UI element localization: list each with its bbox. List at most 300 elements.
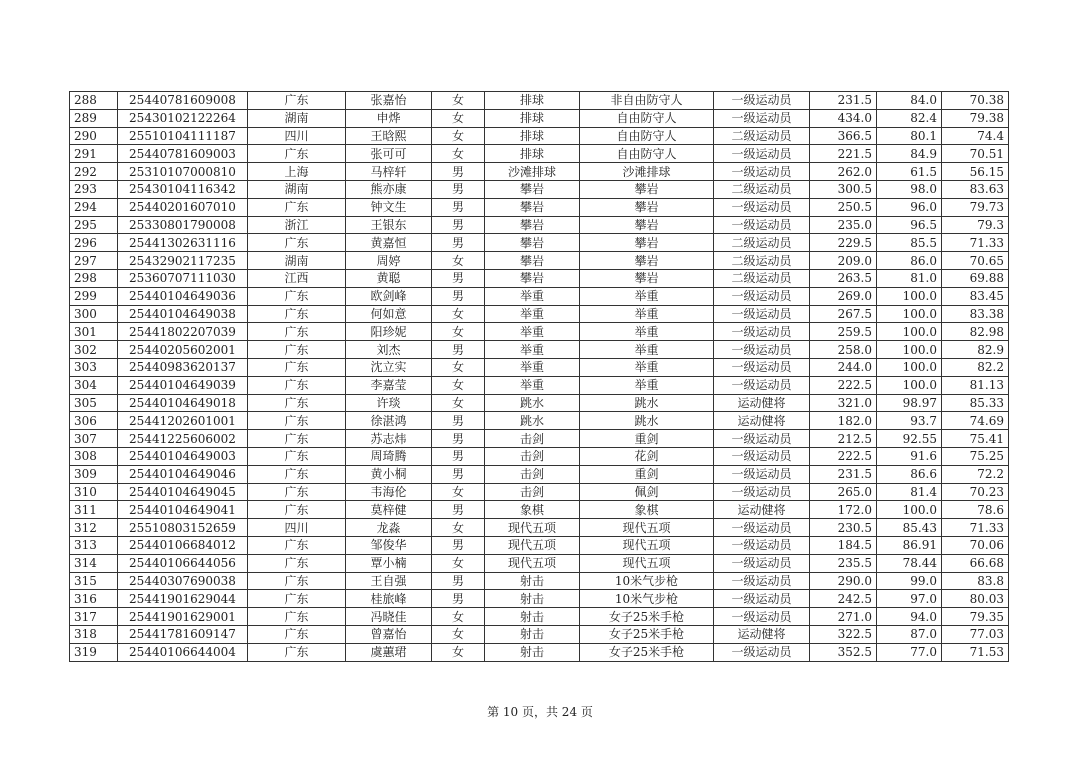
event-cell: 举重 — [580, 358, 714, 376]
table-row — [70, 287, 1009, 305]
sport-score-cell: 82.4 — [877, 109, 942, 127]
event-cell: 重剑 — [580, 465, 714, 483]
seq-cell: 312 — [70, 519, 118, 537]
score-cell: 244.0 — [810, 358, 877, 376]
sport-cell: 攀岩 — [485, 216, 580, 234]
sport-score-cell: 92.55 — [877, 430, 942, 448]
score-cell: 262.0 — [810, 163, 877, 181]
candidate-id-cell: 25440983620137 — [118, 358, 248, 376]
table-row — [70, 625, 1009, 643]
table-row — [70, 145, 1009, 163]
candidate-id-cell: 25440104649038 — [118, 305, 248, 323]
seq-cell: 299 — [70, 287, 118, 305]
name-cell: 刘杰 — [346, 341, 432, 359]
province-cell: 广东 — [248, 358, 346, 376]
table-row — [70, 216, 1009, 234]
level-cell: 一级运动员 — [714, 536, 810, 554]
table-row — [70, 358, 1009, 376]
total-score-cell: 77.03 — [942, 625, 1009, 643]
event-cell: 举重 — [580, 376, 714, 394]
sport-score-cell: 84.0 — [877, 92, 942, 110]
page-footer: 第 10 页，共 24 页 — [487, 705, 593, 719]
sport-cell: 击剑 — [485, 483, 580, 501]
event-cell: 攀岩 — [580, 198, 714, 216]
gender-cell: 女 — [432, 608, 485, 626]
total-score-cell: 78.6 — [942, 501, 1009, 519]
sport-cell: 攀岩 — [485, 234, 580, 252]
level-cell: 二级运动员 — [714, 252, 810, 270]
sport-cell: 象棋 — [485, 501, 580, 519]
seq-cell: 315 — [70, 572, 118, 590]
table-row — [70, 252, 1009, 270]
total-score-cell: 79.3 — [942, 216, 1009, 234]
sport-cell: 现代五项 — [485, 554, 580, 572]
total-score-cell: 72.2 — [942, 465, 1009, 483]
seq-cell: 313 — [70, 536, 118, 554]
table-row — [70, 643, 1009, 661]
sport-score-cell: 98.0 — [877, 180, 942, 198]
event-cell: 女子25米手枪 — [580, 643, 714, 661]
name-cell: 张可可 — [346, 145, 432, 163]
candidate-id-cell: 25440104649046 — [118, 465, 248, 483]
level-cell: 一级运动员 — [714, 198, 810, 216]
sport-score-cell: 86.0 — [877, 252, 942, 270]
score-cell: 182.0 — [810, 412, 877, 430]
event-cell: 举重 — [580, 341, 714, 359]
score-cell: 290.0 — [810, 572, 877, 590]
total-score-cell: 82.9 — [942, 341, 1009, 359]
name-cell: 张嘉怡 — [346, 92, 432, 110]
province-cell: 四川 — [248, 519, 346, 537]
gender-cell: 男 — [432, 447, 485, 465]
name-cell: 冯晓佳 — [346, 608, 432, 626]
table-row — [70, 341, 1009, 359]
total-score-cell: 83.63 — [942, 180, 1009, 198]
sport-cell: 跳水 — [485, 394, 580, 412]
score-cell: 235.5 — [810, 554, 877, 572]
score-table-wrapper — [69, 91, 1009, 662]
event-cell: 10米气步枪 — [580, 572, 714, 590]
sport-score-cell: 100.0 — [877, 341, 942, 359]
total-score-cell: 82.98 — [942, 323, 1009, 341]
gender-cell: 女 — [432, 127, 485, 145]
seq-cell: 309 — [70, 465, 118, 483]
sport-score-cell: 85.5 — [877, 234, 942, 252]
sport-cell: 攀岩 — [485, 180, 580, 198]
province-cell: 广东 — [248, 287, 346, 305]
gender-cell: 女 — [432, 483, 485, 501]
total-score-cell: 85.33 — [942, 394, 1009, 412]
total-score-cell: 80.03 — [942, 590, 1009, 608]
total-score-cell: 70.06 — [942, 536, 1009, 554]
candidate-id-cell: 25310107000810 — [118, 163, 248, 181]
sport-cell: 射击 — [485, 572, 580, 590]
province-cell: 广东 — [248, 430, 346, 448]
seq-cell: 288 — [70, 92, 118, 110]
level-cell: 运动健将 — [714, 412, 810, 430]
candidate-id-cell: 25440104649036 — [118, 287, 248, 305]
gender-cell: 女 — [432, 358, 485, 376]
sport-score-cell: 91.6 — [877, 447, 942, 465]
total-score-cell: 74.69 — [942, 412, 1009, 430]
sport-score-cell: 93.7 — [877, 412, 942, 430]
level-cell: 二级运动员 — [714, 127, 810, 145]
province-cell: 四川 — [248, 127, 346, 145]
candidate-id-cell: 25440781609008 — [118, 92, 248, 110]
gender-cell: 男 — [432, 269, 485, 287]
level-cell: 一级运动员 — [714, 590, 810, 608]
name-cell: 莫梓健 — [346, 501, 432, 519]
event-cell: 跳水 — [580, 394, 714, 412]
score-cell: 352.5 — [810, 643, 877, 661]
score-cell: 212.5 — [810, 430, 877, 448]
total-score-cell: 71.53 — [942, 643, 1009, 661]
total-score-cell: 79.73 — [942, 198, 1009, 216]
sport-score-cell: 96.0 — [877, 198, 942, 216]
event-cell: 重剑 — [580, 430, 714, 448]
sport-cell: 射击 — [485, 608, 580, 626]
event-cell: 佩剑 — [580, 483, 714, 501]
sport-cell: 排球 — [485, 92, 580, 110]
sport-cell: 现代五项 — [485, 519, 580, 537]
event-cell: 自由防守人 — [580, 109, 714, 127]
score-cell: 265.0 — [810, 483, 877, 501]
gender-cell: 男 — [432, 287, 485, 305]
name-cell: 徐湛鸿 — [346, 412, 432, 430]
table-row — [70, 465, 1009, 483]
province-cell: 广东 — [248, 625, 346, 643]
gender-cell: 女 — [432, 252, 485, 270]
sport-cell: 举重 — [485, 305, 580, 323]
seq-cell: 318 — [70, 625, 118, 643]
sport-score-cell: 98.97 — [877, 394, 942, 412]
sport-cell: 排球 — [485, 109, 580, 127]
gender-cell: 男 — [432, 590, 485, 608]
sport-cell: 沙滩排球 — [485, 163, 580, 181]
candidate-id-cell: 25441302631116 — [118, 234, 248, 252]
province-cell: 广东 — [248, 572, 346, 590]
event-cell: 攀岩 — [580, 252, 714, 270]
seq-cell: 308 — [70, 447, 118, 465]
event-cell: 举重 — [580, 287, 714, 305]
sport-score-cell: 100.0 — [877, 358, 942, 376]
table-row — [70, 572, 1009, 590]
name-cell: 许琰 — [346, 394, 432, 412]
candidate-id-cell: 25440201607010 — [118, 198, 248, 216]
seq-cell: 302 — [70, 341, 118, 359]
seq-cell: 290 — [70, 127, 118, 145]
gender-cell: 男 — [432, 180, 485, 198]
candidate-id-cell: 25510803152659 — [118, 519, 248, 537]
province-cell: 广东 — [248, 394, 346, 412]
gender-cell: 男 — [432, 341, 485, 359]
sport-cell: 举重 — [485, 341, 580, 359]
level-cell: 一级运动员 — [714, 554, 810, 572]
level-cell: 一级运动员 — [714, 572, 810, 590]
province-cell: 湖南 — [248, 252, 346, 270]
level-cell: 一级运动员 — [714, 341, 810, 359]
score-cell: 235.0 — [810, 216, 877, 234]
province-cell: 广东 — [248, 501, 346, 519]
candidate-id-cell: 25440104649039 — [118, 376, 248, 394]
sport-cell: 举重 — [485, 376, 580, 394]
province-cell: 广东 — [248, 305, 346, 323]
candidate-id-cell: 25440205602001 — [118, 341, 248, 359]
sport-score-cell: 85.43 — [877, 519, 942, 537]
candidate-id-cell: 25441202601001 — [118, 412, 248, 430]
province-cell: 广东 — [248, 447, 346, 465]
score-cell: 267.5 — [810, 305, 877, 323]
event-cell: 现代五项 — [580, 519, 714, 537]
total-score-cell: 83.45 — [942, 287, 1009, 305]
name-cell: 黄聪 — [346, 269, 432, 287]
level-cell: 运动健将 — [714, 394, 810, 412]
gender-cell: 女 — [432, 145, 485, 163]
sport-cell: 跳水 — [485, 412, 580, 430]
level-cell: 一级运动员 — [714, 145, 810, 163]
total-score-cell: 71.33 — [942, 234, 1009, 252]
score-cell: 263.5 — [810, 269, 877, 287]
event-cell: 举重 — [580, 305, 714, 323]
table-row — [70, 501, 1009, 519]
event-cell: 象棋 — [580, 501, 714, 519]
gender-cell: 男 — [432, 412, 485, 430]
score-cell: 258.0 — [810, 341, 877, 359]
event-cell: 女子25米手枪 — [580, 608, 714, 626]
gender-cell: 男 — [432, 163, 485, 181]
total-score-cell: 82.2 — [942, 358, 1009, 376]
gender-cell: 女 — [432, 643, 485, 661]
sport-cell: 攀岩 — [485, 252, 580, 270]
level-cell: 一级运动员 — [714, 430, 810, 448]
province-cell: 广东 — [248, 608, 346, 626]
seq-cell: 316 — [70, 590, 118, 608]
score-cell: 172.0 — [810, 501, 877, 519]
gender-cell: 男 — [432, 572, 485, 590]
table-row — [70, 163, 1009, 181]
score-cell: 231.5 — [810, 465, 877, 483]
name-cell: 申烨 — [346, 109, 432, 127]
seq-cell: 289 — [70, 109, 118, 127]
gender-cell: 女 — [432, 323, 485, 341]
event-cell: 非自由防守人 — [580, 92, 714, 110]
level-cell: 运动健将 — [714, 501, 810, 519]
event-cell: 女子25米手枪 — [580, 625, 714, 643]
total-score-cell: 70.38 — [942, 92, 1009, 110]
candidate-id-cell: 25430102122264 — [118, 109, 248, 127]
total-score-cell: 70.65 — [942, 252, 1009, 270]
name-cell: 黄小桐 — [346, 465, 432, 483]
name-cell: 周婷 — [346, 252, 432, 270]
seq-cell: 317 — [70, 608, 118, 626]
table-row — [70, 590, 1009, 608]
gender-cell: 女 — [432, 519, 485, 537]
candidate-id-cell: 25441225606002 — [118, 430, 248, 448]
sport-score-cell: 97.0 — [877, 590, 942, 608]
gender-cell: 女 — [432, 92, 485, 110]
total-score-cell: 79.38 — [942, 109, 1009, 127]
level-cell: 一级运动员 — [714, 287, 810, 305]
candidate-id-cell: 25440104649003 — [118, 447, 248, 465]
total-score-cell: 79.35 — [942, 608, 1009, 626]
name-cell: 李嘉莹 — [346, 376, 432, 394]
candidate-id-cell: 25440307690038 — [118, 572, 248, 590]
sport-cell: 射击 — [485, 625, 580, 643]
province-cell: 广东 — [248, 234, 346, 252]
province-cell: 湖南 — [248, 180, 346, 198]
candidate-id-cell: 25510104111187 — [118, 127, 248, 145]
seq-cell: 298 — [70, 269, 118, 287]
candidate-id-cell: 25440781609003 — [118, 145, 248, 163]
sport-cell: 击剑 — [485, 447, 580, 465]
sport-score-cell: 78.44 — [877, 554, 942, 572]
total-score-cell: 83.8 — [942, 572, 1009, 590]
seq-cell: 310 — [70, 483, 118, 501]
candidate-id-cell: 25441901629001 — [118, 608, 248, 626]
total-score-cell: 56.15 — [942, 163, 1009, 181]
name-cell: 韦海伦 — [346, 483, 432, 501]
candidate-id-cell: 25440104649018 — [118, 394, 248, 412]
total-score-cell: 75.25 — [942, 447, 1009, 465]
table-row — [70, 92, 1009, 110]
gender-cell: 男 — [432, 430, 485, 448]
table-row — [70, 536, 1009, 554]
sport-cell: 现代五项 — [485, 536, 580, 554]
name-cell: 何如意 — [346, 305, 432, 323]
table-row — [70, 234, 1009, 252]
table-row — [70, 394, 1009, 412]
score-table — [69, 91, 1009, 662]
seq-cell: 295 — [70, 216, 118, 234]
sport-score-cell: 100.0 — [877, 376, 942, 394]
seq-cell: 296 — [70, 234, 118, 252]
table-row — [70, 180, 1009, 198]
score-cell: 221.5 — [810, 145, 877, 163]
sport-score-cell: 77.0 — [877, 643, 942, 661]
gender-cell: 女 — [432, 625, 485, 643]
table-row — [70, 430, 1009, 448]
sport-score-cell: 86.6 — [877, 465, 942, 483]
score-cell: 184.5 — [810, 536, 877, 554]
level-cell: 二级运动员 — [714, 234, 810, 252]
seq-cell: 319 — [70, 643, 118, 661]
table-row — [70, 269, 1009, 287]
event-cell: 自由防守人 — [580, 127, 714, 145]
seq-cell: 303 — [70, 358, 118, 376]
name-cell: 阳珍妮 — [346, 323, 432, 341]
event-cell: 跳水 — [580, 412, 714, 430]
total-score-cell: 70.51 — [942, 145, 1009, 163]
candidate-id-cell: 25441802207039 — [118, 323, 248, 341]
level-cell: 一级运动员 — [714, 305, 810, 323]
name-cell: 马梓轩 — [346, 163, 432, 181]
event-cell: 攀岩 — [580, 234, 714, 252]
score-cell: 229.5 — [810, 234, 877, 252]
candidate-id-cell: 25430104116342 — [118, 180, 248, 198]
sport-cell: 举重 — [485, 358, 580, 376]
level-cell: 一级运动员 — [714, 92, 810, 110]
name-cell: 沈立实 — [346, 358, 432, 376]
name-cell: 钟文生 — [346, 198, 432, 216]
total-score-cell: 71.33 — [942, 519, 1009, 537]
name-cell: 龙淼 — [346, 519, 432, 537]
name-cell: 王晗熙 — [346, 127, 432, 145]
score-cell: 231.5 — [810, 92, 877, 110]
candidate-id-cell: 25441901629044 — [118, 590, 248, 608]
level-cell: 一级运动员 — [714, 163, 810, 181]
gender-cell: 男 — [432, 216, 485, 234]
table-row — [70, 323, 1009, 341]
name-cell: 黄嘉恒 — [346, 234, 432, 252]
sport-cell: 击剑 — [485, 465, 580, 483]
gender-cell: 女 — [432, 554, 485, 572]
name-cell: 苏志炜 — [346, 430, 432, 448]
table-row — [70, 483, 1009, 501]
sport-cell: 射击 — [485, 643, 580, 661]
sport-score-cell: 81.0 — [877, 269, 942, 287]
gender-cell: 男 — [432, 198, 485, 216]
table-row — [70, 198, 1009, 216]
candidate-id-cell: 25440106684012 — [118, 536, 248, 554]
level-cell: 二级运动员 — [714, 269, 810, 287]
name-cell: 王银东 — [346, 216, 432, 234]
gender-cell: 男 — [432, 465, 485, 483]
name-cell: 曾嘉怡 — [346, 625, 432, 643]
name-cell: 周琦腾 — [346, 447, 432, 465]
candidate-id-cell: 25440104649041 — [118, 501, 248, 519]
candidate-id-cell: 25440106644004 — [118, 643, 248, 661]
table-row — [70, 305, 1009, 323]
sport-score-cell: 87.0 — [877, 625, 942, 643]
sport-cell: 举重 — [485, 323, 580, 341]
sport-cell: 攀岩 — [485, 269, 580, 287]
level-cell: 一级运动员 — [714, 216, 810, 234]
province-cell: 广东 — [248, 341, 346, 359]
score-cell: 222.5 — [810, 376, 877, 394]
sport-score-cell: 84.9 — [877, 145, 942, 163]
name-cell: 欧剑峰 — [346, 287, 432, 305]
province-cell: 广东 — [248, 412, 346, 430]
score-cell: 366.5 — [810, 127, 877, 145]
event-cell: 举重 — [580, 323, 714, 341]
table-row — [70, 376, 1009, 394]
level-cell: 一级运动员 — [714, 376, 810, 394]
province-cell: 广东 — [248, 145, 346, 163]
sport-score-cell: 81.4 — [877, 483, 942, 501]
score-cell: 321.0 — [810, 394, 877, 412]
level-cell: 一级运动员 — [714, 608, 810, 626]
seq-cell: 292 — [70, 163, 118, 181]
seq-cell: 301 — [70, 323, 118, 341]
sport-score-cell: 61.5 — [877, 163, 942, 181]
seq-cell: 314 — [70, 554, 118, 572]
gender-cell: 女 — [432, 394, 485, 412]
level-cell: 二级运动员 — [714, 180, 810, 198]
level-cell: 一级运动员 — [714, 447, 810, 465]
gender-cell: 女 — [432, 305, 485, 323]
name-cell: 桂旅峰 — [346, 590, 432, 608]
seq-cell: 305 — [70, 394, 118, 412]
level-cell: 运动健将 — [714, 625, 810, 643]
event-cell: 10米气步枪 — [580, 590, 714, 608]
gender-cell: 男 — [432, 536, 485, 554]
total-score-cell: 69.88 — [942, 269, 1009, 287]
event-cell: 攀岩 — [580, 216, 714, 234]
event-cell: 自由防守人 — [580, 145, 714, 163]
table-body — [70, 92, 1009, 662]
sport-cell: 射击 — [485, 590, 580, 608]
candidate-id-cell: 25330801790008 — [118, 216, 248, 234]
